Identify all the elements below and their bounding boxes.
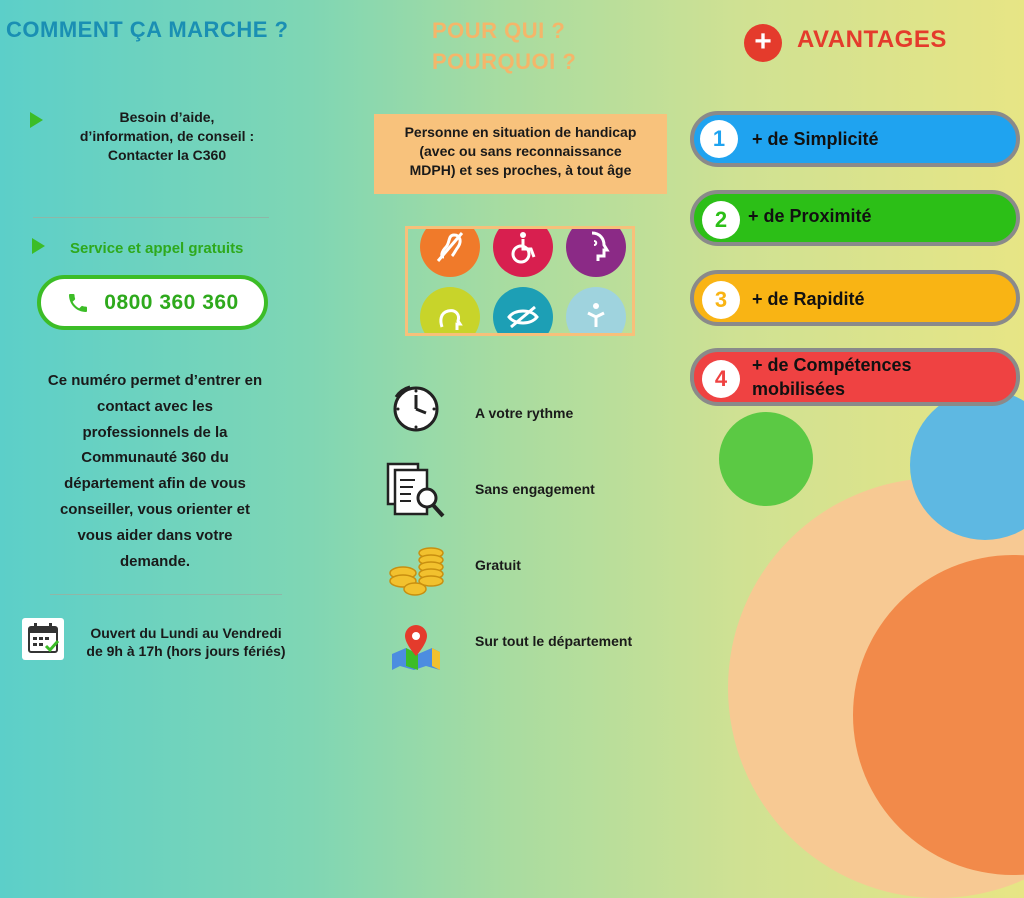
advantage-number: 3 (702, 281, 740, 319)
description-line: conseiller, vous orienter et (59, 500, 251, 518)
deaf-ear-icon (420, 226, 480, 277)
audience-line: MDPH) et ses proches, à tout âge (409, 162, 632, 178)
blind-eye-icon (493, 287, 553, 336)
advantage-skills (690, 348, 1020, 406)
benefit-label: A votre rythme (475, 405, 574, 421)
phone-number: 0800 360 360 (104, 290, 239, 314)
advantages-title: AVANTAGES (797, 26, 947, 53)
help-line: Contacter la C360 (107, 147, 227, 163)
mental-profile-icon (566, 226, 626, 277)
benefit-label: Sur tout le département (475, 633, 633, 649)
calendar-icon (22, 618, 64, 660)
free-service-text: Service et appel gratuits (70, 240, 244, 257)
hours-line: Ouvert du Lundi au Vendredi (90, 625, 282, 641)
description-text (30, 368, 280, 574)
coins-icon (385, 543, 447, 602)
phone-icon (66, 291, 90, 315)
cognitive-head-icon (420, 287, 480, 336)
help-line: Besoin d’aide, (119, 109, 215, 125)
benefit-label: Sans engagement (475, 481, 595, 497)
advantage-label-line: + de Compétences (752, 355, 912, 375)
title-line: POURQUOI ? (432, 49, 577, 74)
decorative-circle (719, 412, 813, 506)
description-line: Ce numéro permet d’entrer en (47, 372, 263, 389)
phone-number-button[interactable] (37, 275, 268, 330)
green-arrow-icon (30, 112, 43, 128)
description-line: Communauté 360 du (81, 449, 229, 467)
divider (50, 594, 282, 595)
help-line: d’information, de conseil : (79, 128, 255, 144)
wheelchair-icon (493, 226, 553, 277)
title-line: POUR QUI ? (432, 18, 566, 43)
description-line: vous aider dans votre (77, 526, 233, 544)
description-line: département afin de vous (64, 475, 246, 493)
advantage-number: 1 (700, 120, 738, 158)
green-arrow-icon (32, 238, 45, 254)
advantage-label: + de Rapidité (752, 289, 865, 309)
advantage-speed (690, 270, 1020, 326)
advantage-label: + de Simplicité (752, 129, 879, 149)
advantage-number: 4 (702, 360, 740, 398)
audience-line: Personne en situation de handicap (404, 124, 637, 140)
opening-hours (70, 624, 302, 660)
hours-line: de 9h à 17h (hors jours fériés) (86, 643, 286, 659)
description-line: contact avec les (97, 397, 213, 415)
plus-icon: + (744, 24, 782, 62)
document-search-icon (385, 460, 447, 525)
benefit-label: Gratuit (475, 557, 521, 573)
advantage-label-line: mobilisées (752, 379, 846, 399)
description-line: demande. (119, 552, 191, 570)
disability-icons-frame (405, 226, 635, 336)
for-who-title (432, 15, 576, 77)
map-pin-icon (388, 622, 444, 679)
advantage-proximity (690, 190, 1020, 246)
advantage-label (752, 353, 912, 401)
advantage-simplicity (690, 111, 1020, 167)
psychic-figure-icon (566, 287, 626, 336)
audience-line: (avec ou sans reconnaissance (419, 143, 622, 159)
audience-box (374, 114, 667, 194)
description-line: professionnels de la (82, 423, 228, 441)
advantage-number: 2 (702, 201, 740, 239)
how-it-works-title: COMMENT ÇA MARCHE ? (6, 17, 289, 42)
help-text (52, 108, 282, 165)
clock-icon (388, 381, 442, 440)
divider (33, 217, 269, 218)
advantage-label: + de Proximité (748, 206, 872, 226)
